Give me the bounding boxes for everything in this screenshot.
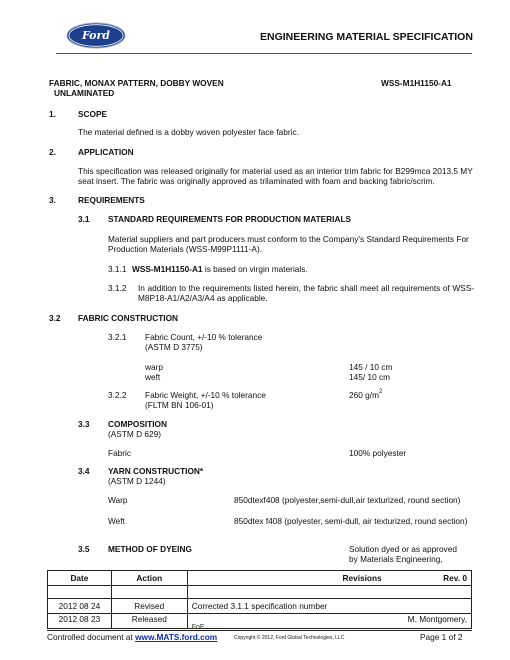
revision-header-revisions: Revisions	[187, 571, 381, 586]
item-3-1-2-text: In addition to the requirements listed herein, the fabric shall meet all requirements of WSS-M8P18-A1/A2/A3/A4 as applicable.	[138, 283, 474, 303]
section-3-1-text: Material suppliers and part producers must conform to the Company's Standard Requirements For Production Materials (WSS-M99P1111-A).	[108, 234, 469, 254]
section-3-2-title: FABRIC CONSTRUCTION	[78, 313, 179, 323]
yarn-weft-label: Weft	[108, 516, 125, 526]
revision-table	[47, 570, 472, 629]
section-3-5-title: METHOD OF DYEING	[108, 544, 192, 554]
page-number: Page 1 of 2	[420, 632, 463, 642]
footer-copyright: Copyright © 2012, Ford Global Technologies, LLC	[234, 635, 345, 641]
item-3-2-2-number: 3.2.2	[108, 390, 127, 400]
section-3-number: 3.	[49, 195, 56, 205]
weight-value	[349, 390, 382, 400]
revision-header-rev: Rev. 0	[382, 571, 472, 586]
doc-name-line2: UNLAMINATED	[54, 88, 115, 98]
yarn-warp-value: 850dtexf408 (polyester,semi-dull,air texturized, round section)	[234, 495, 461, 505]
dyeing-value-line1: Solution dyed or as approved	[349, 544, 457, 554]
section-3-3-title: COMPOSITION	[108, 419, 168, 429]
revision-action: Released	[111, 614, 187, 629]
section-1-text: The material defined is a dobby woven polyester face fabric.	[78, 127, 299, 137]
doc-name-line1: FABRIC, MONAX PATTERN, DOBBY WOVEN	[49, 78, 224, 88]
revision-header-row	[48, 571, 472, 586]
footer-rule	[47, 630, 472, 631]
footer-prefix: Controlled document at	[47, 632, 136, 642]
section-3-2-number: 3.2	[49, 313, 61, 323]
section-2-text: This specification was released originally for material used as an interior trim fabric for B299mca 2013.5 MY seat insert. The fabric was originally approved as trilaminated with foam and backing fabric/scrim.	[78, 166, 473, 186]
section-3-4-title: YARN CONSTRUCTION*	[108, 466, 204, 476]
yarn-warp-label: Warp	[108, 495, 128, 505]
revision-date: 2012 08 24	[48, 599, 112, 614]
item-3-2-2-line2: (FLTM BN 106-01)	[145, 400, 214, 410]
item-3-2-2-line1: Fabric Weight, +/-10 % tolerance	[145, 390, 266, 400]
revision-author: M. Montgomery,	[407, 614, 467, 624]
mats-link[interactable]: www.MATS.ford.com	[135, 632, 218, 642]
weft-value: 145/ 10 cm	[349, 372, 391, 382]
composition-value: 100% polyester	[349, 448, 407, 458]
header-rule	[56, 53, 472, 54]
item-3-1-2-number: 3.1.2	[108, 283, 127, 293]
footer-controlled	[47, 632, 217, 642]
item-3-1-1-number: 3.1.1	[108, 264, 127, 274]
section-3-3-method: (ASTM D 629)	[108, 429, 162, 439]
spec-number: WSS-M1H1150-A1	[381, 78, 452, 88]
item-3-1-1-rest: is based on virgin materials.	[202, 264, 308, 274]
revision-text: Corrected 3.1.1 specification number	[187, 599, 471, 614]
section-3-4-number: 3.4	[78, 466, 90, 476]
revision-row	[48, 599, 472, 614]
ford-logo	[66, 22, 126, 49]
revision-blank-row	[48, 586, 472, 599]
yarn-weft-value: 850dtex f408 (polyester, semi-dull, air texturized, round section)	[234, 516, 468, 526]
section-3-3-number: 3.3	[78, 419, 90, 429]
weight-value-text: 260 g/m	[349, 390, 379, 400]
item-3-2-1-number: 3.2.1	[108, 332, 127, 342]
item-3-2-1-line2: (ASTM D 3775)	[145, 342, 203, 352]
section-3-1-title: STANDARD REQUIREMENTS FOR PRODUCTION MATERIALS	[108, 214, 352, 224]
composition-label: Fabric	[108, 448, 132, 458]
section-1-title: SCOPE	[78, 109, 108, 119]
weight-unit-exponent: 2	[378, 389, 383, 395]
revision-header-action: Action	[111, 571, 187, 586]
revision-author-cell	[187, 614, 471, 629]
section-1-number: 1.	[49, 109, 56, 119]
warp-label: warp	[145, 362, 163, 372]
revision-date: 2012 08 23	[48, 614, 112, 629]
weft-label: weft	[145, 372, 161, 382]
section-3-title: REQUIREMENTS	[78, 195, 145, 205]
header-title: ENGINEERING MATERIAL SPECIFICATION	[260, 31, 473, 43]
revision-cut-text: FoE	[191, 624, 205, 631]
dyeing-value-line2: by Materials Engineering,	[349, 554, 443, 564]
logo-text: Ford	[81, 29, 111, 42]
section-2-number: 2.	[49, 147, 56, 157]
warp-value: 145 / 10 cm	[349, 362, 393, 372]
item-3-2-1-line1: Fabric Count, +/-10 % tolerance	[145, 332, 263, 342]
revision-row	[48, 614, 472, 629]
revision-header-date: Date	[48, 571, 112, 586]
section-3-1-number: 3.1	[78, 214, 90, 224]
section-3-5-number: 3.5	[78, 544, 90, 554]
section-3-4-method: (ASTM D 1244)	[108, 476, 166, 486]
section-2-title: APPLICATION	[78, 147, 134, 157]
item-3-1-1-text	[132, 264, 308, 274]
revision-action: Revised	[111, 599, 187, 614]
item-3-1-1-spec: WSS-M1H1150-A1	[132, 264, 203, 274]
